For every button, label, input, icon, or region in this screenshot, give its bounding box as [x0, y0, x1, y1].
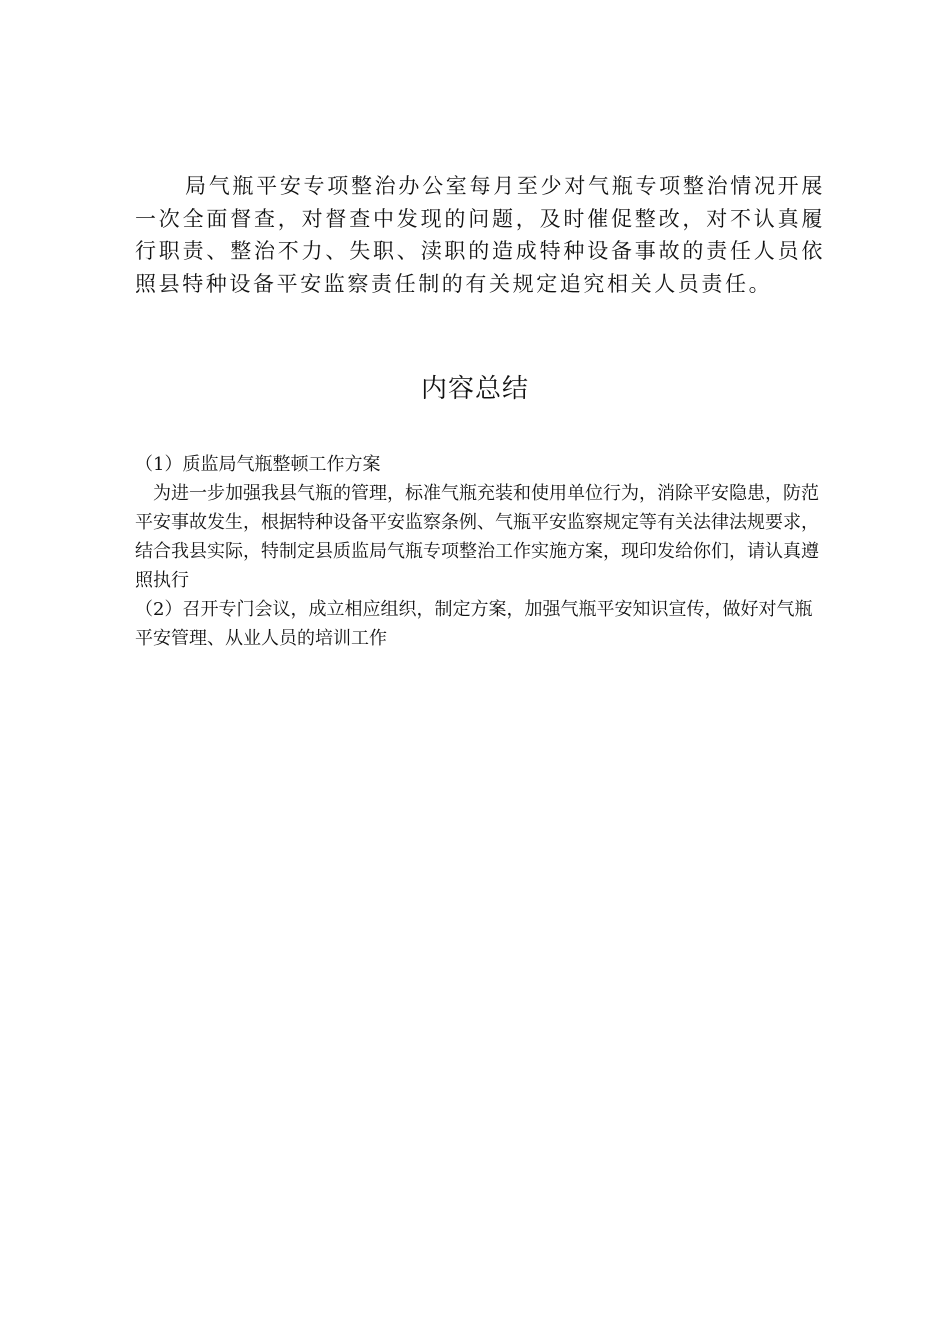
- summary-item-2: （2）召开专门会议，成立相应组织，制定方案，加强气瓶平安知识宣传，做好对气瓶平安管理、从业人员的培训工作: [135, 599, 813, 649]
- opening-paragraph: 局气瓶平安专项整治办公室每月至少对气瓶专项整治情况开展一次全面督查，对督查中发现的问题，及时催促整改，对不认真履行职责、整治不力、失职、渎职的造成特种设备事故的责任人员依照县特种设备平安监察责任制的有关规定追究相关人员责任。: [135, 174, 825, 296]
- section-title: 内容总结: [420, 374, 529, 404]
- summary-section: [135, 450, 830, 653]
- summary-item-1-heading: （1）质监局气瓶整顿工作方案: [135, 454, 381, 475]
- summary-item-1-body: 为进一步加强我县气瓶的管理，标准气瓶充装和使用单位行为，消除平安隐患，防范平安事故发生，根据特种设备平安监察条例、气瓶平安监察规定等有关法律法规要求，结合我县实际，特制定县质监局气瓶专项整治工作实施方案，现印发给你们，请认真遵照执行: [135, 483, 819, 591]
